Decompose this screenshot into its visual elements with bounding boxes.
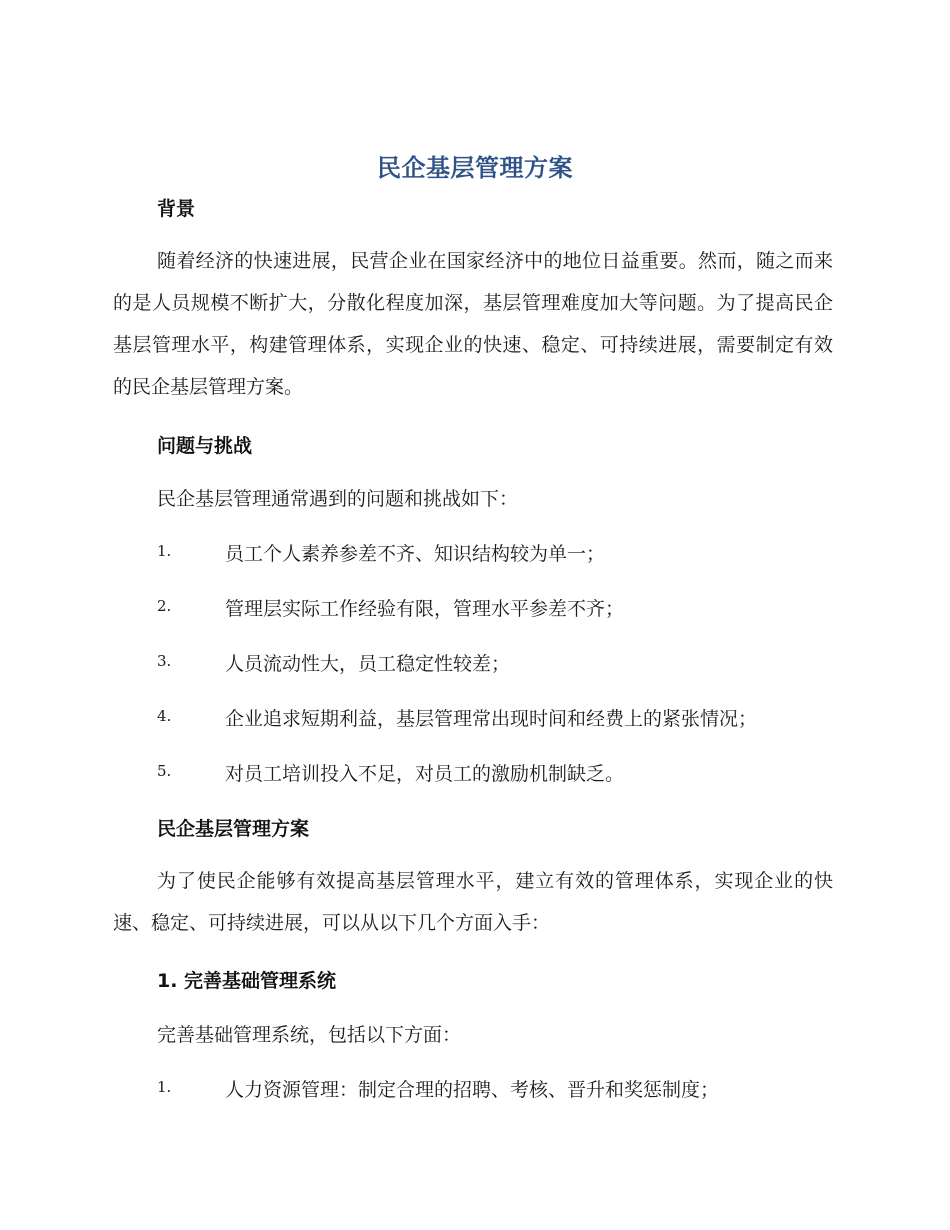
section-heading-challenges: 问题与挑战	[157, 435, 253, 457]
list-number: 4.	[157, 707, 172, 725]
list-number: 3.	[157, 652, 172, 670]
section-heading-plan: 民企基层管理方案	[157, 818, 310, 840]
plan-paragraph: 为了使民企能够有效提高基层管理水平，建立有效的管理体系，实现企业的快速、稳定、可持续进展，可以从以下几个方面入手：	[113, 870, 833, 934]
list-text: 人员流动性大，员工稳定性较差；	[225, 653, 511, 675]
list-text: 人力资源管理：制定合理的招聘、考核、晋升和奖惩制度；	[225, 1079, 720, 1101]
section-heading-background: 背景	[157, 198, 196, 220]
subsection-heading-basic-management: 1. 完善基础管理系统	[157, 970, 337, 992]
list-text: 对员工培训投入不足，对员工的激励机制缺乏。	[225, 763, 625, 785]
document-title: 民企基层管理方案	[377, 154, 573, 182]
basic-management-intro: 完善基础管理系统，包括以下方面：	[157, 1024, 462, 1046]
challenges-intro: 民企基层管理通常遇到的问题和挑战如下：	[157, 488, 519, 510]
list-number: 5.	[157, 762, 172, 780]
list-number: 1.	[157, 1078, 172, 1096]
list-text: 员工个人素养参差不齐、知识结构较为单一；	[225, 543, 606, 565]
background-paragraph: 随着经济的快速进展，民营企业在国家经济中的地位日益重要。然而，随之而来的是人员规模不断扩大，分散化程度加深，基层管理难度加大等问题。为了提高民企基层管理水平，构建管理体系，实现企业的快速、稳定、可持续进展，需要制定有效的民企基层管理方案。	[113, 250, 833, 398]
list-number: 2.	[157, 597, 172, 615]
list-text: 管理层实际工作经验有限，管理水平参差不齐；	[225, 598, 625, 620]
list-text: 企业追求短期利益，基层管理常出现时间和经费上的紧张情况；	[225, 708, 758, 730]
list-number: 1.	[157, 542, 172, 560]
